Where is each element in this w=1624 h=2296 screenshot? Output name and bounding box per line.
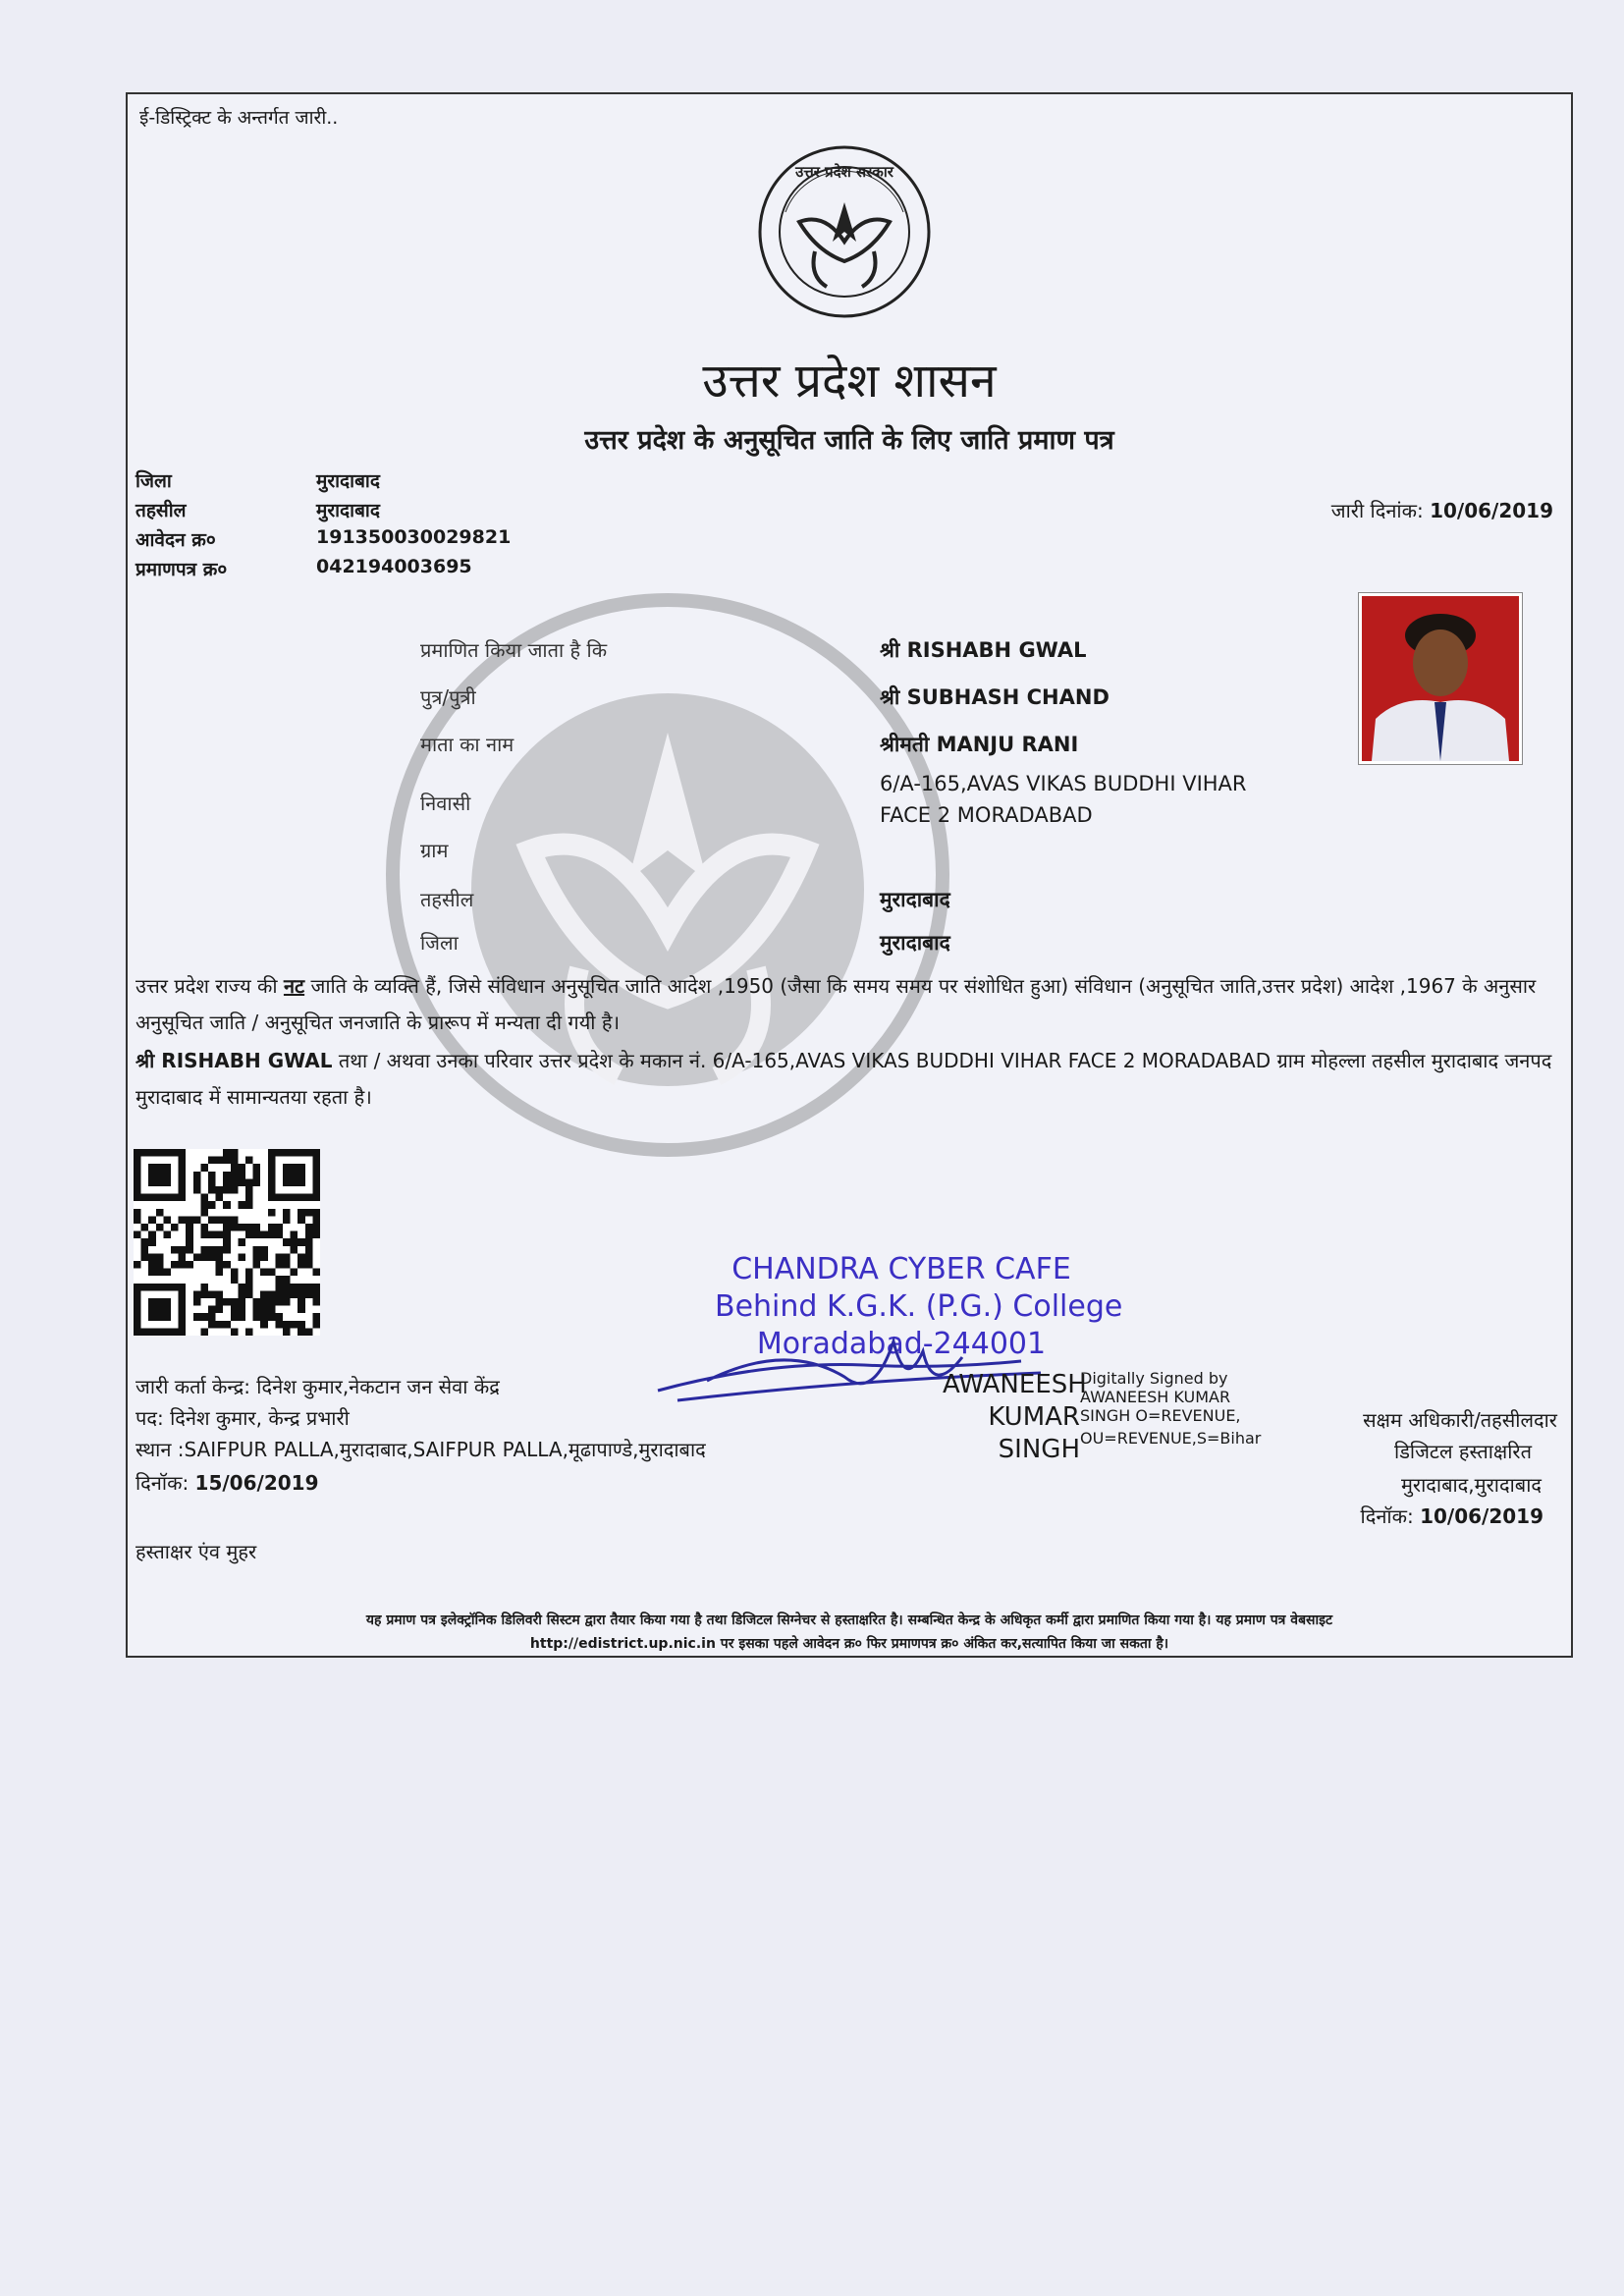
- page-title: उत्तर प्रदेश शासन: [702, 354, 997, 409]
- stamp-line-2: Behind K.G.K. (P.G.) College: [715, 1289, 1123, 1324]
- header-note: ई-डिस्ट्रिक्ट के अन्तर्गत जारी..: [139, 107, 339, 129]
- issuer-date-value: 15/06/2019: [194, 1471, 319, 1495]
- signer-name-line-1: AWANEESH: [943, 1370, 1087, 1399]
- issuer-post: पद: दिनेश कुमार, केन्द्र प्रभारी: [135, 1406, 350, 1430]
- authority-place: मुरादाबाद,मुरादाबाद: [1400, 1473, 1542, 1497]
- issue-date-value: 10/06/2019: [1430, 499, 1553, 522]
- field-label-district: जिला: [420, 931, 459, 955]
- address-line-1: 6/A-165,AVAS VIKAS BUDDHI VIHAR: [880, 772, 1247, 795]
- notice-line-2: http://edistrict.up.nic.in पर इसका पहले आवेदन क्र० फिर प्रमाणपत्र क्र० अंकित कर,सत्यापित किया जा सकता है।: [529, 1636, 1169, 1652]
- field-label-mother: माता का नाम: [420, 733, 514, 756]
- signature-detail-line-2: AWANEESH KUMAR: [1080, 1388, 1231, 1406]
- signature-detail-line-4: OU=REVENUE,S=Bihar: [1080, 1429, 1262, 1448]
- residence-statement-text: तथा / अथवा उनका परिवार उत्तर प्रदेश के मकान नं. 6/A-165,AVAS VIKAS BUDDHI VIHAR FACE 2 MORADABAD ग्राम मोहल्ला तहसील मुरादाबाद जनपद मुरादाबाद में सामान्यतया रहता है।: [135, 1049, 1552, 1109]
- emblem-text: उत्तर प्रदेश सरकार: [795, 163, 893, 181]
- authority-title: सक्षम अधिकारी/तहसीलदार: [1363, 1408, 1557, 1432]
- field-label-certified: प्रमाणित किया जाता है कि: [420, 638, 608, 662]
- field-label-resident: निवासी: [420, 792, 471, 815]
- meta-label-certificate-no: प्रमाणपत्र क्र०: [135, 559, 228, 580]
- meta-value-application-no: 191350030029821: [316, 526, 512, 548]
- state-emblem: [756, 143, 933, 320]
- tehsil-value: मुरादाबाद: [880, 888, 950, 911]
- notice-line-1: यह प्रमाण पत्र इलेक्ट्रॉनिक डिलिवरी सिस्टम द्वारा तैयार किया गया है तथा डिजिटल सिग्नेचर से हस्ताक्षरित है। सम्बन्धित केन्द्र के अधिकृत कर्मी द्वारा प्रमाणित किया गया है। यह प्रमाण पत्र वेबसाइट: [365, 1613, 1333, 1628]
- certificate-subtitle: उत्तर प्रदेश के अनुसूचित जाति के लिए जाति प्रमाण पत्र: [584, 425, 1114, 456]
- issue-date-label: जारी दिनांक:: [1330, 499, 1424, 522]
- authority-date-label: दिनॉक:: [1360, 1504, 1414, 1528]
- digital-signer-name: [943, 1369, 1087, 1466]
- authority-date: [1361, 1503, 1543, 1529]
- address-line-2: FACE 2 MORADABAD: [880, 803, 1093, 827]
- residence-statement: [135, 1043, 1559, 1116]
- father-name: श्री SUBHASH CHAND: [880, 685, 1110, 709]
- digital-signature-details: [1080, 1369, 1261, 1448]
- signature-detail-line-3: SINGH O=REVENUE,: [1080, 1406, 1241, 1425]
- issuer-place: स्थान :SAIFPUR PALLA,मुरादाबाद,SAIFPUR PALLA,मूढापाण्डे,मुरादाबाद: [135, 1438, 706, 1461]
- qr-code: [134, 1149, 320, 1336]
- meta-value-tehsil: मुरादाबाद: [316, 500, 380, 521]
- caste-statement: [135, 968, 1559, 1041]
- caste-statement-post: जाति के व्यक्ति हैं, जिसे संविधान अनुसूचित जाति आदेश ,1950 (जैसा कि समय समय पर संशोधित हुआ) संविधान (अनुसूचित जाति,उत्तर प्रदेश) आदेश ,1967 के अनुसार अनुसूचित जाति / अनुसूचित जनजाति के प्रारूप में मन्यता दी गयी है।: [135, 974, 1537, 1034]
- certificate-frame: [126, 92, 1573, 1658]
- issuer-date: [135, 1469, 318, 1496]
- authority-digitally-signed: डिजिटल हस्ताक्षरित: [1394, 1440, 1532, 1463]
- field-label-village: ग्राम: [420, 839, 449, 862]
- field-label-parent: पुत्र/पुत्री: [420, 685, 476, 709]
- signer-name-line-2: KUMAR: [988, 1402, 1080, 1432]
- meta-value-district: मुरादाबाद: [316, 470, 380, 492]
- sign-seal-label: हस्ताक्षर एंव मुहर: [135, 1540, 257, 1563]
- signature-detail-line-1: Digitally Signed by: [1080, 1369, 1228, 1388]
- residence-applicant-name: श्री RISHABH GWAL: [135, 1049, 333, 1072]
- authority-date-value: 10/06/2019: [1420, 1504, 1543, 1528]
- meta-label-tehsil: तहसील: [135, 500, 187, 521]
- issue-date: [1331, 497, 1553, 523]
- meta-value-certificate-no: 042194003695: [316, 556, 472, 577]
- verification-notice: [128, 1609, 1571, 1656]
- applicant-photo: [1359, 593, 1522, 764]
- field-label-tehsil: तहसील: [420, 888, 474, 911]
- mother-name: श्रीमती MANJU RANI: [880, 733, 1079, 756]
- stamp-line-3: Moradabad-244001: [756, 1327, 1047, 1361]
- meta-label-district: जिला: [135, 470, 172, 492]
- issuer-date-label: दिनॉक:: [135, 1471, 189, 1495]
- caste-name: नट: [283, 974, 305, 998]
- meta-label-application-no: आवेदन क्र०: [135, 529, 216, 551]
- stamp-line-1: CHANDRA CYBER CAFE: [731, 1252, 1071, 1286]
- caste-statement-pre: उत्तर प्रदेश राज्य की: [135, 974, 284, 998]
- district-value: मुरादाबाद: [880, 931, 950, 955]
- signer-name-line-3: SINGH: [998, 1435, 1080, 1464]
- applicant-name: श्री RISHABH GWAL: [880, 638, 1087, 662]
- issuing-center: जारी कर्ता केन्द्र: दिनेश कुमार,नेकटान जन सेवा केंद्र: [135, 1375, 500, 1398]
